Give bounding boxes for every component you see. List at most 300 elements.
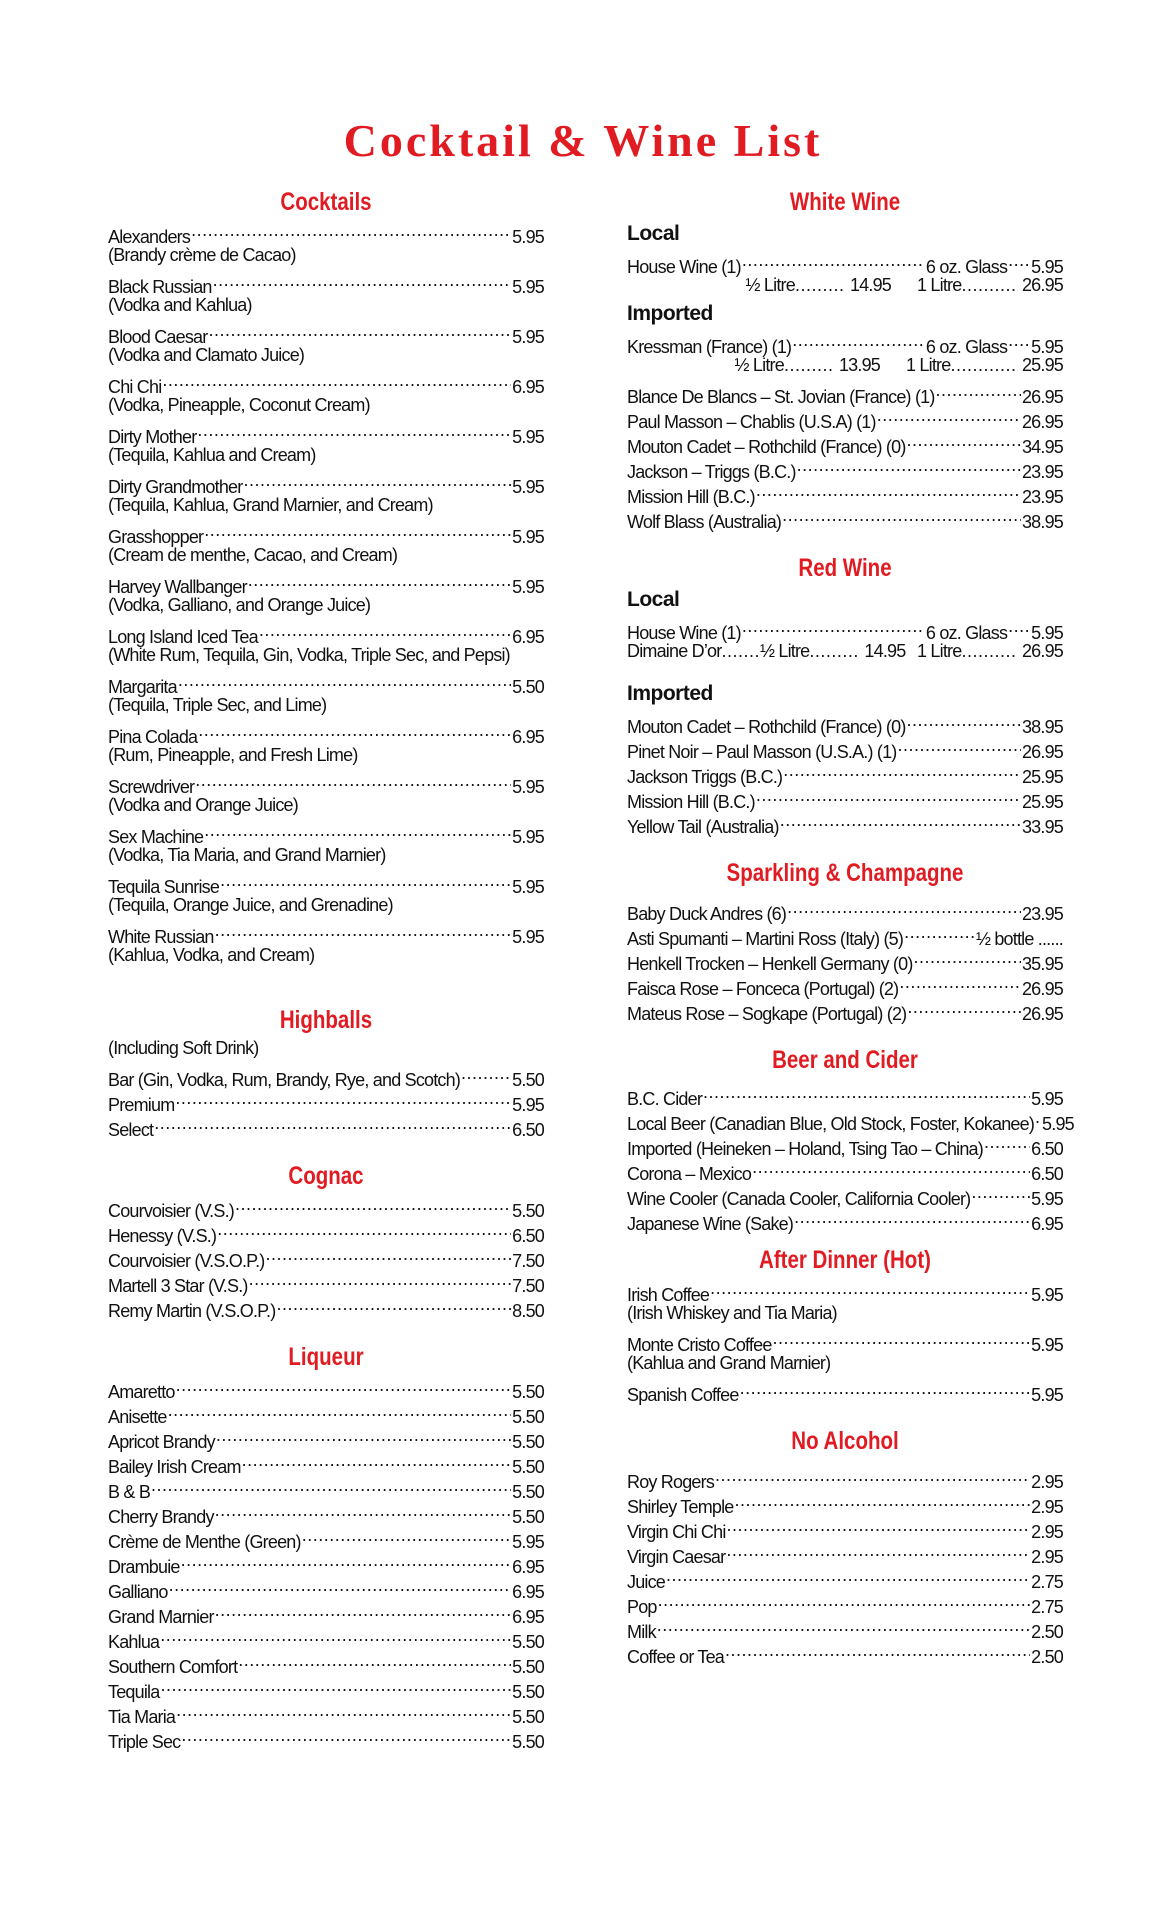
dot-leader [752, 1155, 1030, 1180]
item-price: 6.95 [512, 1582, 544, 1602]
item-description: (Vodka, Pineapple, Coconut Cream) [108, 395, 370, 415]
menu-item-row [627, 378, 1063, 407]
item-price: 5.50 [512, 1382, 544, 1402]
item-name: Corona – Mexico [627, 1164, 752, 1184]
item-name: Virgin Caesar [627, 1547, 726, 1567]
item-name: Margarita [108, 677, 177, 697]
item-price: 26.95 [1021, 1004, 1063, 1024]
item-name: Courvoisier (V.S.) [108, 1201, 234, 1221]
dot-leader [782, 503, 1021, 528]
dot-leader [216, 1423, 511, 1448]
item-price: 5.95 [1031, 257, 1063, 277]
dot-leader [197, 418, 511, 443]
item-description: (Tequila, Triple Sec, and Lime) [108, 695, 327, 715]
item-price: 2.95 [1031, 1497, 1063, 1517]
dot-leader [169, 1573, 512, 1598]
dot-leader [160, 1673, 511, 1698]
dot-leader [1035, 1105, 1041, 1130]
item-price: 5.50 [512, 1507, 544, 1527]
highballs-note: (Including Soft Drink) [108, 1038, 259, 1058]
item-price: 8.50 [512, 1301, 544, 1321]
item-name: Blood Caesar [108, 327, 208, 347]
item-price: 5.95 [512, 477, 544, 497]
item-price: 5.95 [512, 777, 544, 797]
dot-leader [259, 618, 511, 643]
dot-leader [725, 1638, 1030, 1663]
item-price: 6.95 [1031, 1214, 1063, 1234]
item-price: 5.50 [512, 1407, 544, 1427]
size-label: ½ Litre [734, 355, 784, 375]
menu-item-row [627, 1326, 1063, 1355]
item-name: Apricot Brandy [108, 1432, 215, 1452]
menu-item-row [108, 818, 544, 847]
left-column [108, 186, 544, 1752]
item-price: 33.95 [1021, 817, 1063, 837]
dot-leader [248, 568, 511, 593]
item-price: 5.95 [512, 1532, 544, 1552]
dot-leader [195, 768, 511, 793]
item-price: 2.75 [1031, 1597, 1063, 1617]
item-price: 5.95 [512, 577, 544, 597]
item-name: Sex Machine [108, 827, 204, 847]
item-name: Mouton Cadet – Rothchild (France) (0) [627, 437, 906, 457]
item-price: 23.95 [1021, 462, 1063, 482]
white-wine-house-sizes: ½ Litre ......... 14.95 1 Litre .......... 26.95 [627, 273, 1063, 298]
item-description: (Vodka, Tia Maria, and Grand Marnier) [108, 845, 386, 865]
item-name: Baby Duck Andres (6) [627, 904, 787, 924]
menu-item-row [108, 1598, 544, 1627]
size-label: 1 Litre [917, 641, 962, 661]
dot-leader [657, 1613, 1030, 1638]
no-alcohol-list [627, 1463, 1063, 1667]
dot-leader [215, 1498, 512, 1523]
section-title-beer: Beer and Cider [772, 1046, 918, 1074]
item-price: 5.95 [512, 427, 544, 447]
item-price: 5.95 [512, 277, 544, 297]
item-name: Asti Spumanti – Martini Ross (Italy) (5) [627, 929, 904, 949]
dot-leader [235, 1192, 511, 1217]
item-price: 5.95 [1031, 337, 1063, 357]
menu-item-row [108, 718, 544, 747]
item-name: Coffee or Tea [627, 1647, 725, 1667]
item-price: 5.95 [512, 877, 544, 897]
dot-leader [898, 733, 1021, 758]
dot-leader [666, 1563, 1030, 1588]
menu-item-row [108, 668, 544, 697]
item-price: 2.50 [1031, 1647, 1063, 1667]
dot-leader [727, 1513, 1031, 1538]
item-price: 26.95 [1021, 387, 1063, 407]
item-price: 5.50 [512, 1070, 544, 1090]
item-name: Grand Marnier [108, 1607, 214, 1627]
size-price: 14.95 [864, 641, 906, 661]
item-price: 5.50 [512, 1482, 544, 1502]
highballs-list [108, 1061, 544, 1140]
white-wine-house-row [627, 248, 1063, 277]
item-price: 2.95 [1031, 1522, 1063, 1542]
size-price: 26.95 [1021, 275, 1063, 295]
dot-leader [249, 1267, 512, 1292]
item-name: Jackson – Triggs (B.C.) [627, 462, 796, 482]
red-wine-house-row [627, 614, 1063, 643]
item-price: 5.95 [512, 227, 544, 247]
dot-leader [1008, 614, 1030, 639]
item-name: Mission Hill (B.C.) [627, 487, 755, 507]
dot-leader [658, 1588, 1031, 1613]
page-title: Cocktail & Wine List [343, 115, 823, 166]
size-label: 1 Litre [917, 275, 962, 295]
item-price: 7.50 [512, 1276, 544, 1296]
dot-leader [176, 1373, 512, 1398]
item-name: Drambuie [108, 1557, 180, 1577]
item-price: 5.95 [1031, 1335, 1063, 1355]
item-price: 26.95 [1021, 979, 1063, 999]
item-price: 5.50 [512, 1432, 544, 1452]
sparkling-list [627, 895, 1063, 1024]
item-name: Triple Sec [108, 1732, 181, 1752]
menu-item-row [627, 895, 1063, 924]
size-label: ½ Litre [759, 641, 810, 661]
item-name: Select [108, 1120, 154, 1140]
dot-leader [740, 1376, 1031, 1401]
size-label: 1 Litre [906, 355, 951, 375]
dot-leader [160, 1623, 511, 1648]
section-title-sparkling: Sparkling & Champagne [726, 859, 964, 887]
item-description: (Irish Whiskey and Tia Maria) [627, 1303, 837, 1323]
dot-leader [792, 328, 925, 353]
dot-leader [215, 918, 512, 943]
item-price: 6.95 [512, 627, 544, 647]
item-price: 5.95 [1031, 1385, 1063, 1405]
red-wine-imported-label: Imported [627, 682, 713, 705]
item-price: 38.95 [1021, 512, 1063, 532]
item-name: Monte Cristo Coffee [627, 1335, 772, 1355]
item-name: Pop [627, 1597, 657, 1617]
item-name: Wine Cooler (Canada Cooler, California Cooler) [627, 1189, 971, 1209]
menu-item-row [108, 1192, 544, 1221]
dot-leader [914, 945, 1021, 970]
item-name: Juice [627, 1572, 666, 1592]
menu-item-row [627, 1463, 1063, 1492]
item-price: 6.95 [512, 1557, 544, 1577]
item-name: Mouton Cadet – Rothchild (France) (0) [627, 717, 906, 737]
item-name: White Russian [108, 927, 214, 947]
item-name: Pina Colada [108, 727, 198, 747]
size-label: ½ Litre [745, 275, 795, 295]
dot-leader [756, 783, 1021, 808]
menu-item-row [108, 618, 544, 647]
item-name: Blance De Blancs – St. Jovian (France) (1) [627, 387, 935, 407]
menu-item-row [108, 1673, 544, 1702]
white-wine-kressman-row [627, 328, 1063, 357]
dot-leader [756, 478, 1021, 503]
dot-leader [899, 970, 1021, 995]
item-name: Virgin Chi Chi [627, 1522, 726, 1542]
item-name: Martell 3 Star (V.S.) [108, 1276, 248, 1296]
dot-leader [217, 1217, 511, 1242]
item-name: Henessy (V.S.) [108, 1226, 217, 1246]
item-description: (Rum, Pineapple, and Fresh Lime) [108, 745, 358, 765]
item-name: Local Beer (Canadian Blue, Old Stock, Foster, Kokanee) [627, 1114, 1035, 1134]
item-name: House Wine (1) [627, 257, 741, 277]
item-name: Dirty Mother [108, 427, 197, 447]
menu-item-row [108, 868, 544, 897]
beer-list [627, 1080, 1074, 1234]
item-price: 5.50 [512, 1657, 544, 1677]
item-name: Imported (Heineken – Holand, Tsing Tao – China) [627, 1139, 983, 1159]
item-price: 38.95 [1021, 717, 1063, 737]
dot-leader [181, 1723, 511, 1748]
item-price: 25.95 [1021, 792, 1063, 812]
item-name: Yellow Tail (Australia) [627, 817, 779, 837]
dot-leader [780, 808, 1021, 833]
dot-leader [243, 468, 511, 493]
item-price: 5.95 [1031, 1089, 1063, 1109]
item-name: Bar (Gin, Vodka, Rum, Brandy, Rye, and Scotch) [108, 1070, 461, 1090]
menu-item-row [108, 1648, 544, 1677]
item-name: Pinet Noir – Paul Masson (U.S.A.) (1) [627, 742, 897, 762]
dot-leader [797, 453, 1021, 478]
item-price: 5.50 [512, 1682, 544, 1702]
item-description: (Brandy crème de Cacao) [108, 245, 296, 265]
white-wine-kressman-sizes: ½ Litre ......... 13.95 1 Litre ............ 25.95 [627, 353, 1063, 378]
dot-leader [984, 1130, 1030, 1155]
section-title-no-alcohol: No Alcohol [791, 1427, 899, 1455]
dot-leader [877, 403, 1021, 428]
dot-leader [220, 868, 511, 893]
menu-item-row [108, 568, 544, 597]
item-price: 6.50 [1031, 1139, 1063, 1159]
item-price: 5.50 [512, 1632, 544, 1652]
item-name: Amaretto [108, 1382, 175, 1402]
item-description: (Tequila, Kahlua and Cream) [108, 445, 316, 465]
item-price: 2.95 [1031, 1472, 1063, 1492]
item-name: Courvoisier (V.S.O.P.) [108, 1251, 265, 1271]
item-price: 5.95 [512, 927, 544, 947]
menu-item-row [108, 1061, 544, 1090]
section-title-cognac: Cognac [288, 1162, 364, 1190]
item-price: 35.95 [1021, 954, 1063, 974]
dot-leader [178, 668, 511, 693]
item-name: Crème de Menthe (Green) [108, 1532, 301, 1552]
item-price: 6.50 [512, 1120, 544, 1140]
dot-leader [461, 1061, 511, 1086]
after-dinner-list [627, 1276, 1063, 1405]
item-name: House Wine (1) [627, 623, 741, 643]
menu-item-row [108, 1698, 544, 1727]
cocktails-list [108, 218, 544, 968]
item-price: 5.95 [512, 327, 544, 347]
white-wine-imported-label: Imported [627, 302, 713, 325]
dot-leader [302, 1523, 511, 1548]
white-wine-local-label: Local [627, 222, 680, 245]
section-title-cocktails: Cocktails [280, 188, 372, 216]
item-size: 6 oz. Glass [925, 257, 1008, 277]
item-size: 6 oz. Glass [925, 623, 1008, 643]
section-title-white-wine: White Wine [789, 188, 901, 216]
section-title-highballs: Highballs [279, 1006, 373, 1034]
item-price: 2.50 [1031, 1622, 1063, 1642]
menu-item-row [627, 1613, 1063, 1642]
dot-leader [971, 1180, 1030, 1205]
dot-leader [1008, 328, 1030, 353]
item-price: 23.95 [1021, 904, 1063, 924]
item-name: Milk [627, 1622, 656, 1642]
item-price: 25.95 [1021, 767, 1063, 787]
item-name: Henkell Trocken – Henkell Germany (0) [627, 954, 913, 974]
item-description: (Vodka and Orange Juice) [108, 795, 298, 815]
item-name: Alexanders [108, 227, 191, 247]
item-name: Japanese Wine (Sake) [627, 1214, 794, 1234]
item-name: Kressman (France) (1) [627, 337, 792, 357]
item-name: Grasshopper [108, 527, 204, 547]
item-name: Cherry Brandy [108, 1507, 214, 1527]
item-name: B & B [108, 1482, 151, 1502]
size-price: 26.95 [1021, 641, 1063, 661]
dot-leader [742, 614, 925, 639]
dot-leader [213, 268, 512, 293]
dot-leader [151, 1473, 511, 1498]
dot-leader [907, 428, 1021, 453]
item-description: (Cream de menthe, Cacao, and Cream) [108, 545, 398, 565]
item-name: Long Island Iced Tea [108, 627, 258, 647]
item-name: Remy Martin (V.S.O.P.) [108, 1301, 276, 1321]
menu-item-row [627, 708, 1063, 737]
item-name: Screwdriver [108, 777, 195, 797]
dot-leader [162, 368, 511, 393]
menu-item-row [627, 1376, 1063, 1405]
menu-item-row [108, 1111, 544, 1140]
dot-leader [238, 1648, 511, 1673]
dot-leader [907, 995, 1021, 1020]
item-price: 6.95 [512, 1607, 544, 1627]
item-name: Mateus Rose – Sogkape (Portugal) (2) [627, 1004, 907, 1024]
dot-leader [176, 1698, 511, 1723]
item-name: Southern Comfort [108, 1657, 238, 1677]
dot-leader [735, 1488, 1031, 1513]
dot-leader [208, 318, 511, 343]
red-wine-local-label: Local [627, 588, 680, 611]
size-price: 25.95 [1021, 355, 1063, 375]
menu-item-row [108, 318, 544, 347]
menu-item-row [627, 1588, 1063, 1617]
item-price: ½ bottle ...... [975, 929, 1063, 949]
dot-leader [198, 718, 511, 743]
dot-leader [191, 218, 511, 243]
item-name: Dirty Grandmother [108, 477, 243, 497]
dot-leader [168, 1398, 512, 1423]
item-price: 5.95 [512, 827, 544, 847]
menu-item-row [627, 1080, 1063, 1109]
menu-item-row [108, 1623, 544, 1652]
item-name: Paul Masson – Chablis (U.S.A) (1) [627, 412, 876, 432]
red-wine-dimaine-row: Dimaine D’or ....... ½ Litre ......... 14.95 1 Litre .......... 26.95 [627, 639, 1063, 664]
item-name: Galliano [108, 1582, 168, 1602]
menu-item-row [108, 218, 544, 247]
dot-leader [936, 378, 1021, 403]
dot-leader [715, 1463, 1030, 1488]
item-name: Kahlua [108, 1632, 160, 1652]
dot-leader [175, 1086, 511, 1111]
menu-item-row [627, 1276, 1063, 1305]
item-name: Premium [108, 1095, 175, 1115]
cognac-list [108, 1192, 544, 1321]
item-name: Roy Rogers [627, 1472, 715, 1492]
menu-item-row [108, 1423, 544, 1452]
dot-leader [276, 1292, 511, 1317]
item-name: Bailey Irish Cream [108, 1457, 241, 1477]
dot-leader [242, 1448, 512, 1473]
menu-item-row [108, 418, 544, 447]
dot-leader [215, 1598, 512, 1623]
item-price: 5.50 [512, 1457, 544, 1477]
red-wine-list [627, 708, 1063, 837]
dot-leader [204, 518, 511, 543]
item-name: Wolf Blass (Australia) [627, 512, 782, 532]
item-name: Mission Hill (B.C.) [627, 792, 755, 812]
menu-item-row [108, 1498, 544, 1527]
item-price: 5.95 [1031, 1189, 1063, 1209]
menu-item-row [108, 1398, 544, 1427]
dot-leader [787, 895, 1021, 920]
item-price: 6.95 [512, 377, 544, 397]
item-description: (Vodka and Kahlua) [108, 295, 252, 315]
item-name: Harvey Wallbanger [108, 577, 247, 597]
item-name: Jackson Triggs (B.C.) [627, 767, 783, 787]
item-description: (Kahlua and Grand Marnier) [627, 1353, 831, 1373]
item-name: Anisette [108, 1407, 167, 1427]
item-name: B.C. Cider [627, 1089, 703, 1109]
white-wine-list [627, 378, 1063, 532]
section-title-liqueur: Liqueur [288, 1343, 364, 1371]
item-price: 7.50 [512, 1251, 544, 1271]
menu-item-row [108, 918, 544, 947]
dot-leader [710, 1276, 1030, 1301]
item-price: 5.95 [1042, 1114, 1074, 1134]
dot-leader [181, 1548, 512, 1573]
item-name: Irish Coffee [627, 1285, 710, 1305]
item-price: 5.95 [512, 1095, 544, 1115]
menu-item-row [108, 1373, 544, 1402]
item-name: Spanish Coffee [627, 1385, 739, 1405]
item-name: Shirley Temple [627, 1497, 734, 1517]
menu-item-row [627, 1563, 1063, 1592]
dot-leader [204, 818, 511, 843]
item-description: (White Rum, Tequila, Gin, Vodka, Triple Sec, and Pepsi) [108, 645, 510, 665]
item-price: 26.95 [1021, 742, 1063, 762]
item-name: Chi Chi [108, 377, 162, 397]
menu-item-row [108, 518, 544, 547]
item-description: (Kahlua, Vodka, and Cream) [108, 945, 315, 965]
item-price: 5.50 [512, 1732, 544, 1752]
menu-item-row [108, 1573, 544, 1602]
dot-leader [742, 248, 925, 273]
menu-item-row [108, 1473, 544, 1502]
dot-leader [726, 1538, 1030, 1563]
item-price: 23.95 [1021, 487, 1063, 507]
right-column [627, 186, 1074, 1667]
item-price: 5.50 [512, 677, 544, 697]
item-price: 34.95 [1021, 437, 1063, 457]
item-price: 5.95 [512, 527, 544, 547]
liqueur-list [108, 1373, 544, 1752]
item-price: 6.50 [512, 1226, 544, 1246]
dot-leader [783, 758, 1021, 783]
dot-leader [265, 1242, 511, 1267]
menu-item-row [108, 768, 544, 797]
dot-leader [1008, 248, 1030, 273]
menu-item-row [627, 1638, 1063, 1667]
